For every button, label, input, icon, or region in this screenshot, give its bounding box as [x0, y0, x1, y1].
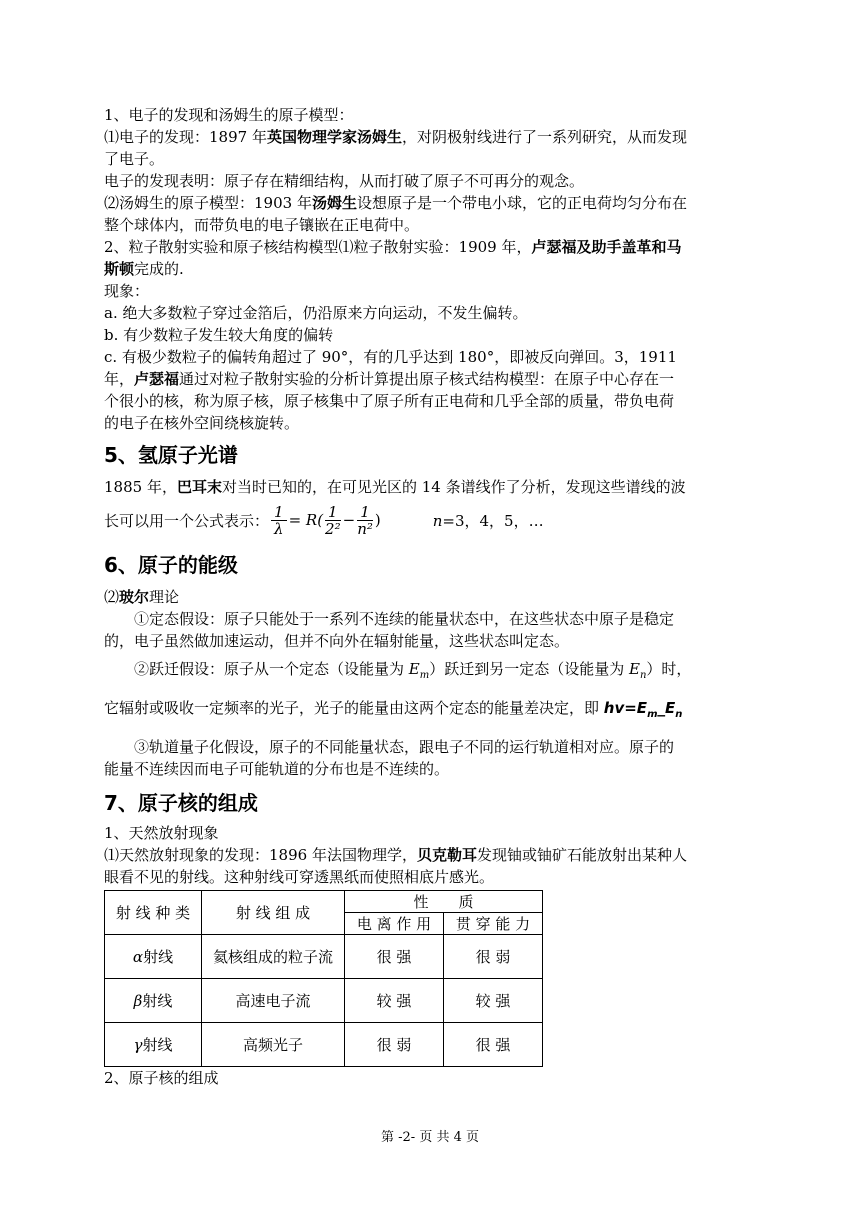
- ionization-cell: 很 弱: [345, 1023, 444, 1067]
- ray-kind-cell: γ射线: [105, 1023, 202, 1067]
- n-values: n=3，4，5，…: [432, 511, 544, 530]
- header-kind: 射 线 种 类: [105, 891, 202, 935]
- penetration-cell: 较 强: [444, 979, 543, 1023]
- name-emphasis: 贝克勒耳: [416, 846, 477, 864]
- table-row: [105, 1023, 543, 1067]
- paragraph: ③轨道量子化假设，原子的不同能量状态，跟电子不同的运行轨道相对应。原子的: [134, 738, 675, 756]
- paragraph: 1885 年，巴耳末对当时已知的，在可见光区的 14 条谱线作了分析，发现这些谱线的波: [104, 478, 686, 496]
- paragraph: 整个球体内，而带负电的电子镶嵌在正电荷中。: [104, 216, 420, 234]
- ray-composition-cell: 氦核组成的粒子流: [202, 935, 345, 979]
- section-heading-electron: 1、电子的发现和汤姆生的原子模型：: [104, 106, 354, 124]
- paragraph: 个很小的核，称为原子核，原子核集中了原子所有正电荷和几乎全部的质量，带负电荷: [104, 392, 675, 410]
- paragraph: ⑴电子的发现：1897 年英国物理学家汤姆生，对阴极射线进行了一系列研究，从而发现: [104, 128, 687, 146]
- penetration-cell: 很 强: [444, 1023, 543, 1067]
- ionization-cell: 较 强: [345, 979, 444, 1023]
- paragraph: 2、粒子散射实验和原子核结构模型⑴粒子散射实验：1909 年，卢瑟福及助手盖革和马: [104, 238, 682, 256]
- name-emphasis: 玻尔: [119, 588, 150, 606]
- paragraph: 斯顿完成的.: [104, 260, 184, 278]
- page-footer: 第 -2- 页 共 4 页: [381, 1130, 479, 1145]
- penetration-cell: 很 弱: [444, 935, 543, 979]
- paragraph: 眼看不见的射线。这种射线可穿透黑纸而使照相底片感光。: [104, 868, 495, 886]
- paragraph: 1、天然放射现象: [104, 824, 219, 842]
- header-ionization: 电 离 作 用: [345, 913, 444, 935]
- header-composition: 射 线 组 成: [202, 891, 345, 935]
- paragraph: 年，卢瑟福通过对粒子散射实验的分析计算提出原子核式结构模型：在原子中心存在一: [104, 370, 675, 388]
- paragraph: 2、原子核的组成: [104, 1069, 219, 1087]
- fraction-one-over-n-squared: $\frac{1}{\text{n²}}$: [357, 502, 373, 538]
- list-item: a. 绝大多数粒子穿过金箔后，仍沿原来方向运动，不发生偏转。: [104, 304, 528, 322]
- name-emphasis: 英国物理学家汤姆生: [266, 128, 402, 146]
- paragraph: ①定态假设：原子只能处于一系列不连续的能量状态中，在这些状态中原子是稳定: [134, 610, 675, 628]
- paragraph: 它辐射或吸收一定频率的光子，光子的能量由这两个定态的能量差决定，即 $hv=E_m\_E_n$: [104, 699, 683, 720]
- ionization-cell: 很 强: [345, 935, 444, 979]
- paragraph: 能量不连续因而电子可能轨道的分布也是不连续的。: [104, 760, 450, 778]
- paragraph: ⑵汤姆生的原子模型：1903 年汤姆生设想原子是一个带电小球，它的正电荷均匀分布在: [104, 194, 687, 212]
- paragraph: ②跃迁假设：原子从一个定态（设能量为 $E_m$）跃迁到另一定态（设能量为 $E_n$）时，: [134, 660, 692, 681]
- section-title-nucleus: 7、原子核的组成: [104, 791, 258, 815]
- section-title-hydrogen-spectrum: 5、氢原子光谱: [104, 443, 238, 467]
- name-emphasis: 斯顿: [104, 260, 135, 278]
- ray-kind-cell: β射线: [105, 979, 202, 1023]
- section-title-energy-levels: 6、原子的能级: [104, 553, 238, 577]
- paragraph: ⑴天然放射现象的发现：1896 年法国物理学，贝克勒耳发现铀或铀矿石能放射出某种人: [104, 846, 687, 864]
- document-body: [104, 104, 758, 1089]
- table-row: [105, 979, 543, 1023]
- energy-formula: $hv=E_m\_E_n$: [603, 699, 683, 720]
- paragraph: 电子的发现表明：原子存在精细结构，从而打破了原子不可再分的观念。: [104, 172, 585, 190]
- name-emphasis: 汤姆生: [311, 194, 357, 212]
- ray-composition-cell: 高速电子流: [202, 979, 345, 1023]
- ray-composition-cell: 高频光子: [202, 1023, 345, 1067]
- ray-kind-cell: α射线: [105, 935, 202, 979]
- list-item: c. 有极少数粒子的偏转角超过了 90°，有的几乎达到 180°，即被反向弹回。3，1911: [104, 348, 677, 366]
- fraction-one-over-two-squared: $\frac{1}{\text{2²}}$: [325, 502, 341, 538]
- paragraph: 了电子。: [104, 150, 165, 168]
- list-item: b. 有少数粒子发生较大角度的偏转: [104, 326, 334, 344]
- name-emphasis: 卢瑟福及助手盖革和马: [531, 238, 682, 256]
- radiation-table: [104, 890, 543, 1067]
- paragraph: 现象：: [104, 282, 150, 300]
- header-property: 性 质: [345, 891, 543, 913]
- fraction-one-over-lambda: $\frac{1}{\lambda}$: [271, 504, 287, 537]
- header-penetration: 贯 穿 能 力: [444, 913, 543, 935]
- paragraph: 的，电子虽然做加速运动，但并不向外在辐射能量，这些状态叫定态。: [104, 632, 570, 650]
- paragraph: 的电子在核外空间绕核旋转。: [104, 414, 300, 432]
- formula-line: 长可以用一个公式表示： $\frac{1}{\lambda}$ = R( $\frac{1}{\text{2²}}$ − $\frac{1}{\text{n²}}$ ) n=3，4，5，…: [104, 502, 544, 538]
- table-row: [105, 935, 543, 979]
- name-emphasis: 巴耳末: [176, 478, 222, 496]
- table-header-row: [105, 891, 543, 913]
- name-emphasis: 卢瑟福: [134, 370, 180, 388]
- paragraph: ⑵玻尔理论: [104, 588, 180, 606]
